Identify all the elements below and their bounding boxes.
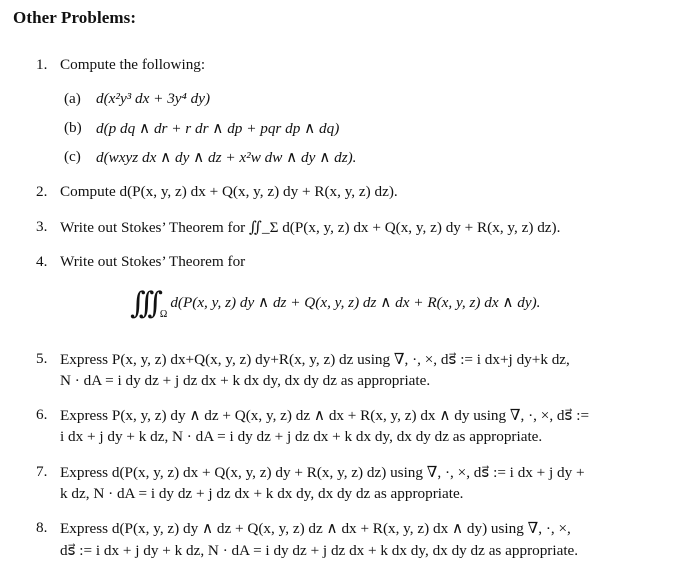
- integral-domain: Ω: [159, 309, 168, 320]
- subitem-label: (c): [64, 148, 81, 165]
- problem-text-continued: i dx + j dy + k dz, N · dA = i dy dz + j dz dx + k dx dy, dx dy dz as appropriate.: [60, 428, 543, 445]
- page-heading: Other Problems:: [13, 8, 137, 27]
- problem-number: 4.: [36, 253, 48, 270]
- integral-integrand: d(P(x, y, z) dy ∧ dz + Q(x, y, z) dz ∧ dx + R(x, y, z) dx ∧ dy).: [170, 294, 541, 311]
- problem-text: Compute d(P(x, y, z) dx + Q(x, y, z) dy + R(x, y, z) dz).: [60, 183, 398, 200]
- problem-number: 1.: [36, 56, 48, 73]
- problem-text: Express d(P(x, y, z) dy ∧ dz + Q(x, y, z) dz ∧ dx + R(x, y, z) dx ∧ dy) using ∇, ·, ×,: [60, 520, 571, 537]
- subitem-label: (b): [64, 119, 82, 136]
- problem-text: Write out Stokes’ Theorem for: [60, 253, 246, 270]
- problem-text-continued: N · dA = i dy dz + j dz dx + k dx dy, dx dy dz as appropriate.: [60, 372, 431, 389]
- problem-text: Write out Stokes’ Theorem for ∬_Σ d(P(x, y, z) dx + Q(x, y, z) dy + R(x, y, z) dz).: [60, 219, 561, 236]
- problem-number: 3.: [36, 218, 48, 235]
- problem-text: Express P(x, y, z) dx+Q(x, y, z) dy+R(x, y, z) dz using ∇, ·, ×, ds⃗ := i dx+j dy+k dz,: [60, 351, 570, 368]
- problem-number: 8.: [36, 519, 48, 536]
- problem-number: 2.: [36, 183, 48, 200]
- problem-text-continued: ds⃗ := i dx + j dy + k dz, N · dA = i dy dz + j dz dx + k dx dy, dx dy dz as appropriate.: [60, 542, 579, 559]
- triple-integral-expression: [130, 286, 540, 321]
- subitem-label: (a): [64, 90, 81, 107]
- problem-text: Compute the following:: [60, 56, 206, 73]
- subitem-expression: d(wxyz dx ∧ dy ∧ dz + x²w dw ∧ dy ∧ dz).: [96, 149, 357, 166]
- subitem-expression: d(p dq ∧ dr + r dr ∧ dp + pqr dp ∧ dq): [96, 120, 340, 137]
- problem-text: Express P(x, y, z) dy ∧ dz + Q(x, y, z) dz ∧ dx + R(x, y, z) dx ∧ dy using ∇, ·, ×, ds⃗ :=: [60, 407, 590, 424]
- subitem-expression: d(x²y³ dx + 3y⁴ dy): [96, 90, 211, 107]
- problem-text-continued: k dz, N · dA = i dy dz + j dz dx + k dx dy, dx dy dz as appropriate.: [60, 485, 464, 502]
- problem-text: Express d(P(x, y, z) dx + Q(x, y, z) dy + R(x, y, z) dz) using ∇, ·, ×, ds⃗ := i dx + j dy +: [60, 464, 585, 481]
- problem-number: 7.: [36, 463, 48, 480]
- problem-number: 6.: [36, 406, 48, 423]
- problem-number: 5.: [36, 350, 48, 367]
- integral-sign: ∫∫∫: [130, 286, 156, 321]
